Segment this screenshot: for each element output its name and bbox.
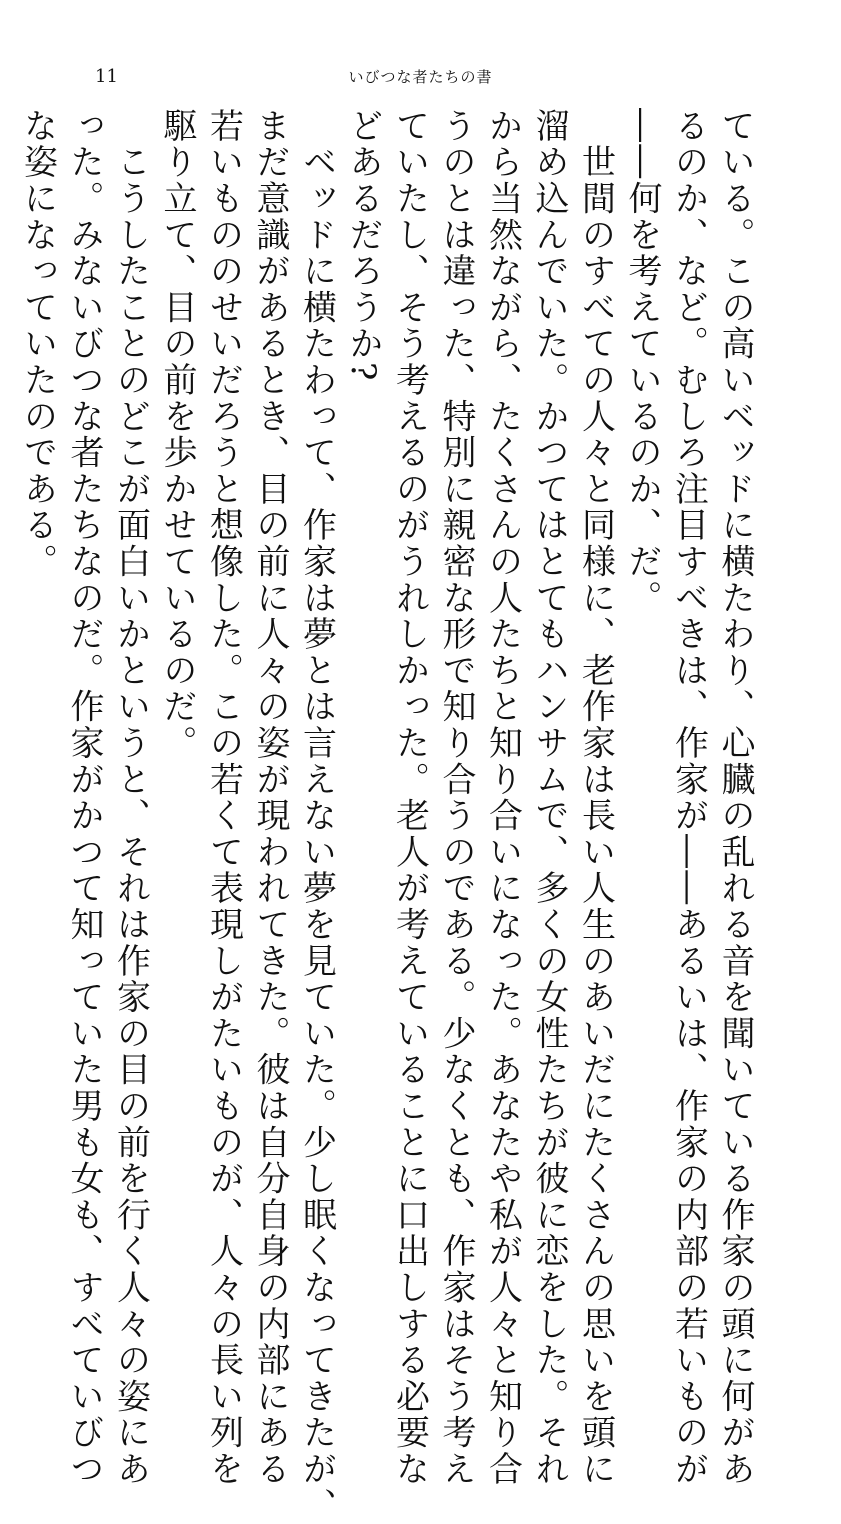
text-column: から当然ながら、たくさんの人たちと知り合いになった。あなたや私が人々と知り合 — [482, 108, 523, 1488]
text-column: った。みないびつな者たちなのだ。作家がかつて知っていた男も女も、すべていびつ — [64, 108, 104, 1488]
page-number: 11 — [95, 66, 118, 87]
text-column: ている。この高いベッドに横たわり、心臓の乱れる音を聞いている作家の頭に何があ — [715, 108, 755, 1488]
text-column: うのとは違った、特別に親密な形で知り合うのである。少なくとも、作家はそう考え — [436, 108, 476, 1488]
text-column: ベッドに横たわって、作家は夢とは言えない夢を見ていた。少し眠くなってきたが、 — [296, 108, 337, 1524]
text-column: 溜め込んでいた。かつてはとてもハンサムで、多くの女性たちが彼に恋をした。それ — [529, 108, 569, 1488]
body-text — [14, 108, 758, 1524]
text-column: こうしたことのどこが面白いかというと、それは作家の目の前を行く人々の姿にあ — [110, 108, 151, 1488]
text-column: 駆り立て、目の前を歩かせているのだ。 — [157, 108, 197, 762]
text-column: 若いもののせいだろうと想像した。この若くて表現しがたいものが、人々の長い列を — [203, 108, 244, 1488]
text-column: るのか、など。むしろ注目すべきは、作家が――あるいは、作家の内部の若いものが — [668, 108, 709, 1488]
text-column: 世間のすべての人々と同様に、老作家は長い人生のあいだにたくさんの思いを頭に — [575, 108, 616, 1488]
text-column: どあるだろうか? — [343, 108, 383, 383]
text-column: まだ意識があるとき、目の前に人々の姿が現われてきた。彼は自分自身の内部にある — [250, 108, 290, 1488]
running-title: いびつな者たちの書 — [348, 68, 493, 86]
text-column: な姿になっていたのである。 — [17, 108, 58, 580]
text-column: ていたし、そう考えるのがうれしかった。老人が考えていることに口出しする必要な — [389, 108, 430, 1488]
text-column: ――何を考えているのか、だ。 — [622, 108, 662, 617]
